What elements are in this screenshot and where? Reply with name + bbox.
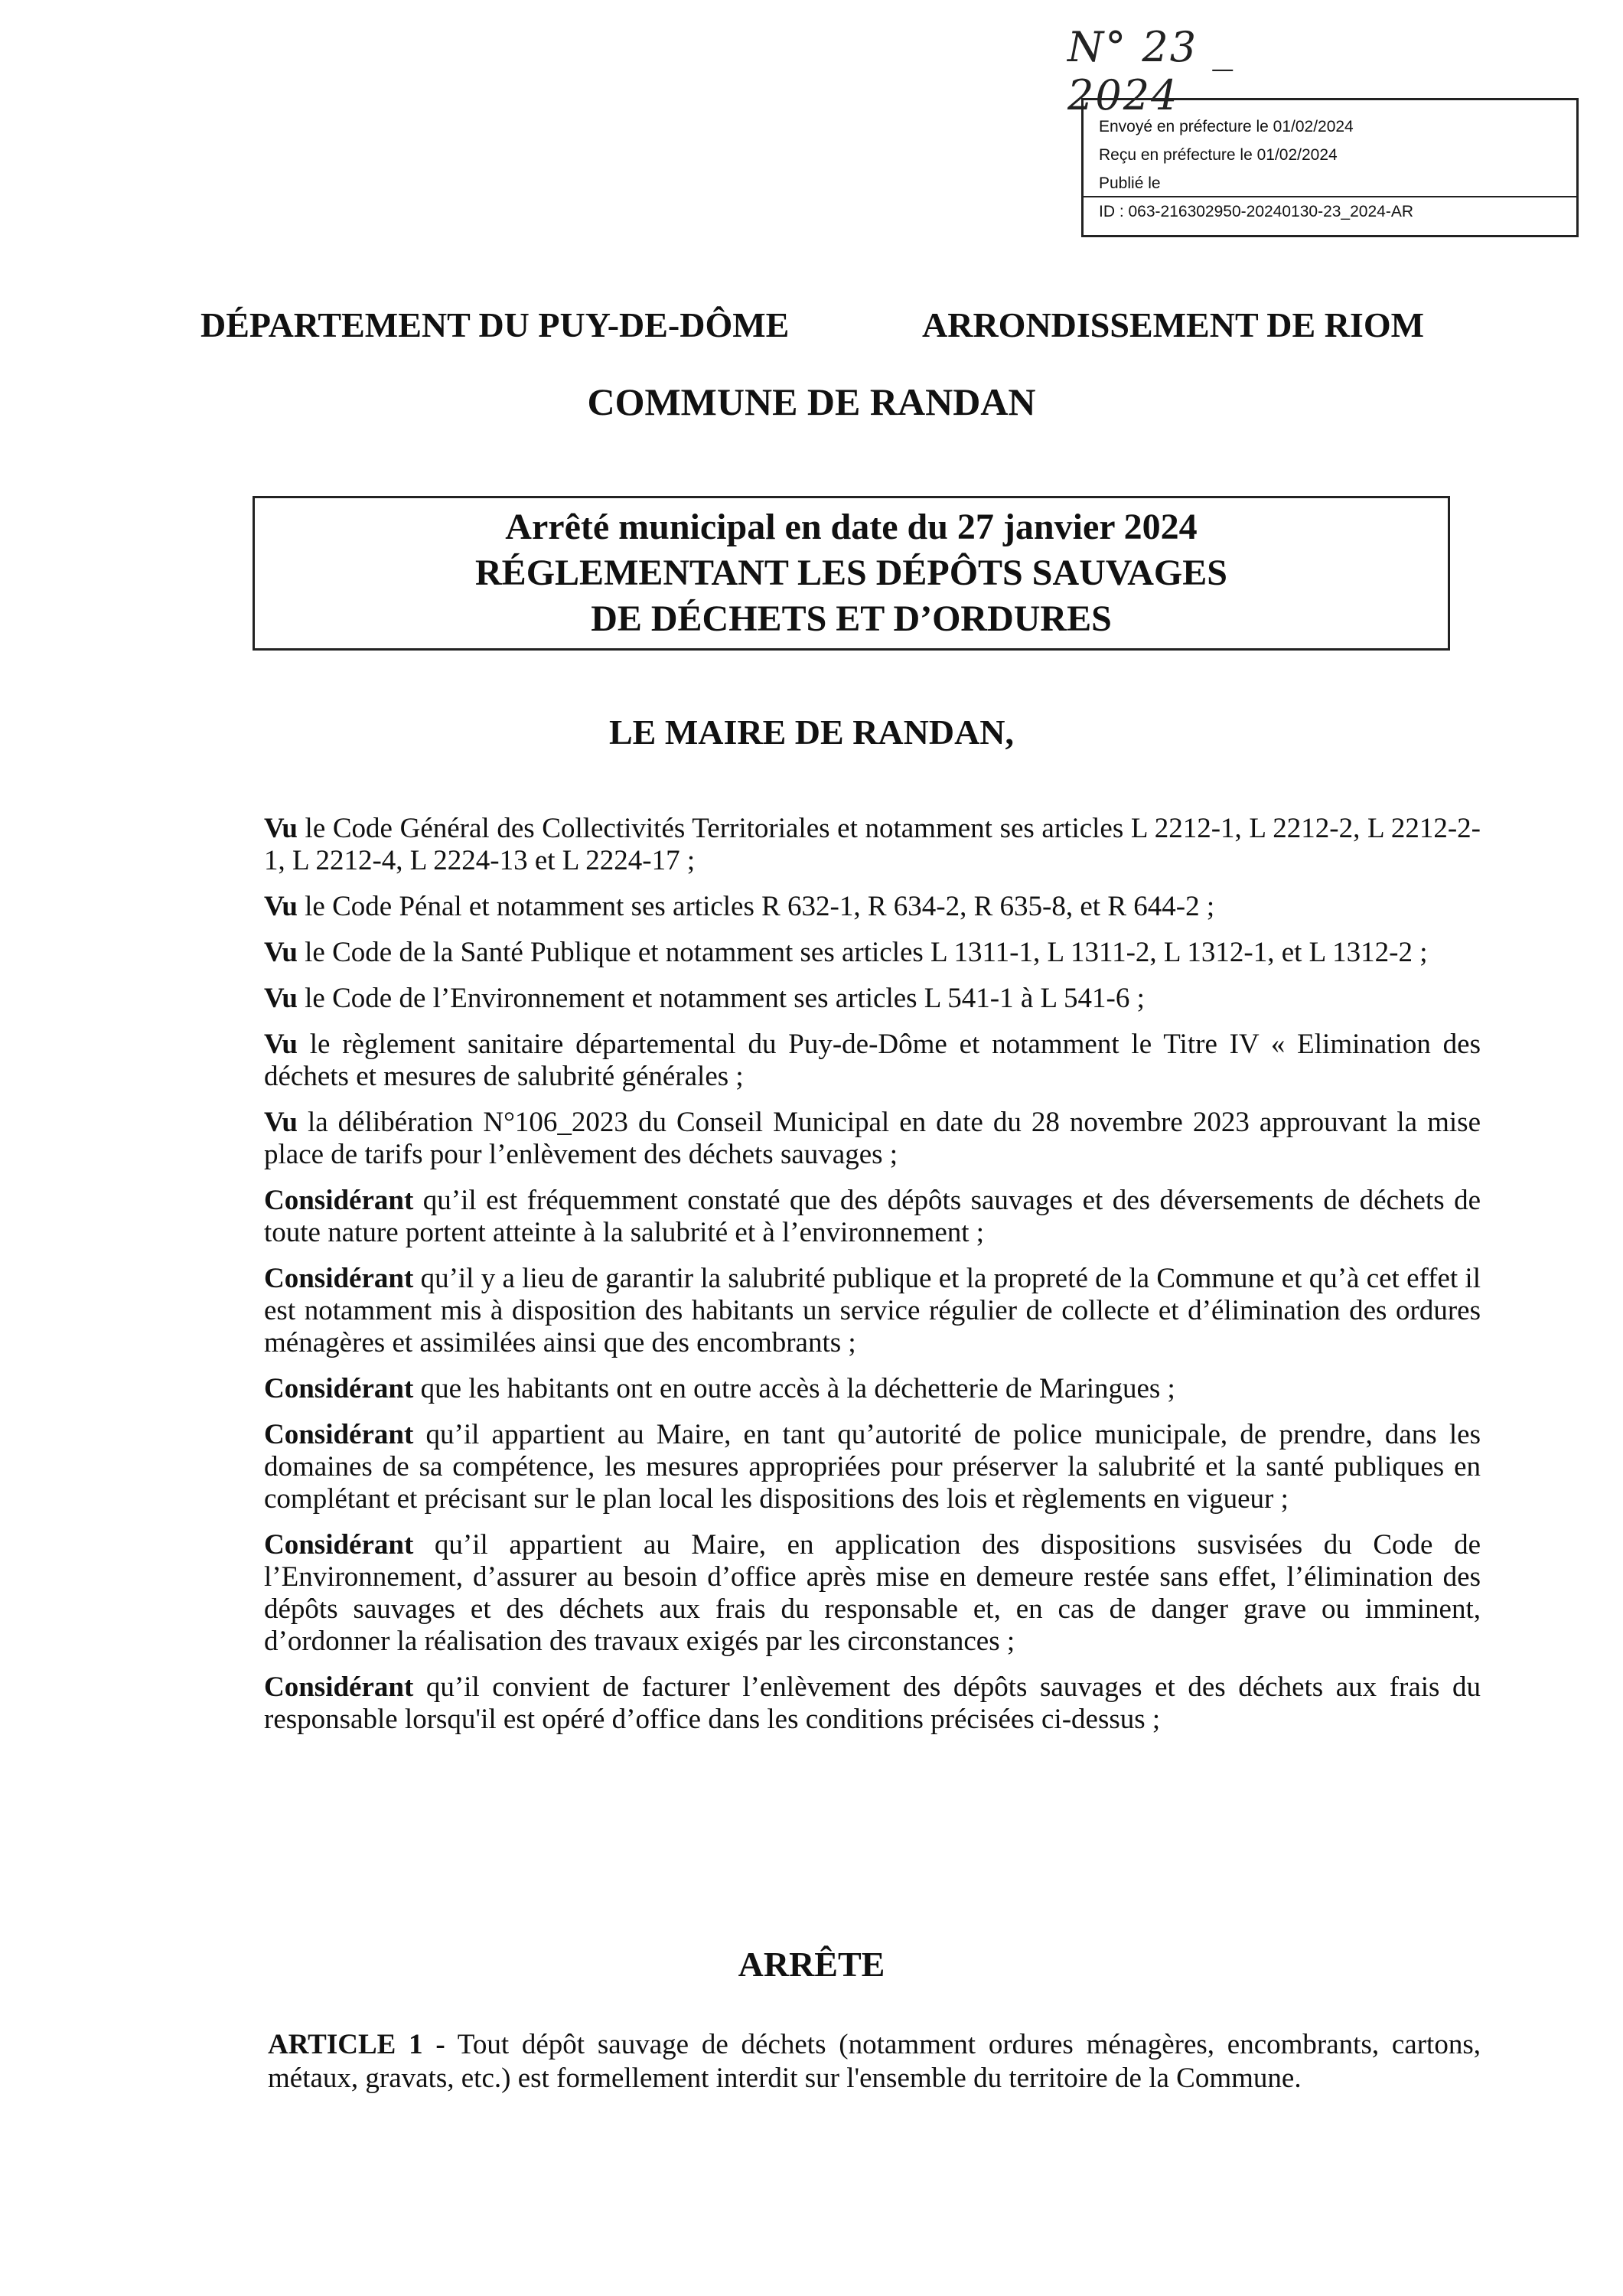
article-1-text: Tout dépôt sauvage de déchets (notamment ordures ménagères, encombrants, cartons, métaux, gravats, etc.) est formellement interdit sur l'ensemble du territoire de la Commune.: [268, 2029, 1481, 2094]
stamp-received-line: Reçu en préfecture le 01/02/2024: [1099, 146, 1338, 164]
preamble-paragraph: Considérant qu’il appartient au Maire, en application des dispositions susvisées du Code de l’Environnement, d’assurer au besoin d’office après mise en demeure restée sans effet, l’élimination des dépôts sauvages et des déchets aux frais du responsable et, en cas de danger grave ou imminent, d’ordonner la réalisation des travaux exigés par les circonstances ;: [264, 1529, 1481, 1657]
prefecture-stamp: [1081, 98, 1579, 237]
decree-title-line-2: RÉGLEMENTANT LES DÉPÔTS SAUVAGES: [475, 553, 1227, 593]
stamp-sent-line: Envoyé en préfecture le 01/02/2024: [1099, 118, 1354, 135]
preamble-paragraph: Considérant que les habitants ont en outre accès à la déchetterie de Maringues ;: [264, 1373, 1175, 1404]
preamble-paragraph: Considérant qu’il y a lieu de garantir la salubrité publique et la propreté de la Commune et qu’à cet effet il est notamment mis à disposition des habitants un service régulier de collecte et d’élimination des ordures ménagères et assimilées ainsi que des encombrants ;: [264, 1263, 1481, 1358]
article-1: [268, 2028, 1481, 2095]
preamble-paragraph: Vu le Code Pénal et notamment ses articles R 632-1, R 634-2, R 635-8, et R 644-2 ;: [264, 891, 1215, 922]
preamble-paragraph: Considérant qu’il appartient au Maire, en tant qu’autorité de police municipale, de prendre, dans les domaines de sa compétence, les mesures appropriées pour préserver la salubrité et la santé publiques en complétant et précisant sur le plan local les dispositions des lois et règlements en vigueur ;: [264, 1419, 1481, 1515]
arrondissement-heading: ARRONDISSEMENT DE RIOM: [922, 305, 1425, 344]
preamble: [264, 813, 1481, 1750]
preamble-paragraph: Vu le Code de la Santé Publique et notamment ses articles L 1311-1, L 1311-2, L 1312-1, et L 1312-2 ;: [264, 937, 1428, 968]
preamble-paragraph: Vu le Code de l’Environnement et notamment ses articles L 541-1 à L 541-6 ;: [264, 983, 1145, 1014]
decree-title-line-1: Arrêté municipal en date du 27 janvier 2024: [505, 507, 1198, 547]
decree-title-box: [253, 496, 1450, 651]
decree-title-line-3: DE DÉCHETS ET D’ORDURES: [591, 598, 1112, 639]
commune-heading: COMMUNE DE RANDAN: [587, 380, 1036, 423]
stamp-published-line: Publié le: [1099, 174, 1161, 192]
preamble-paragraph: Vu la délibération N°106_2023 du Conseil Municipal en date du 28 novembre 2023 approuvant la mise place de tarifs pour l’enlèvement des déchets sauvages ;: [264, 1107, 1481, 1170]
preamble-paragraph: Considérant qu’il convient de facturer l’enlèvement des dépôts sauvages et des déchets aux frais du responsable lorsqu'il est opéré d’office dans les conditions précisées ci-dessus ;: [264, 1671, 1481, 1735]
preamble-paragraph: Vu le Code Général des Collectivités Territoriales et notamment ses articles L 2212-1, L 2212-2, L 2212-2-1, L 2212-4, L 2224-13 et L 2224-17 ;: [264, 813, 1481, 876]
handwritten-decree-number: N° 23 _ 2024: [1067, 23, 1235, 119]
arrete-heading: ARRÊTE: [738, 1945, 885, 1984]
stamp-id-line: ID : 063-216302950-20240130-23_2024-AR: [1084, 196, 1576, 226]
preamble-paragraph: Vu le règlement sanitaire départemental du Puy-de-Dôme et notamment le Titre IV « Elimination des déchets et mesures de salubrité générales ;: [264, 1029, 1481, 1092]
department-heading: DÉPARTEMENT DU PUY-DE-DÔME: [200, 305, 790, 344]
mayor-heading: LE MAIRE DE RANDAN,: [608, 713, 1015, 752]
preamble-paragraph: Considérant qu’il est fréquemment constaté que des dépôts sauvages et des déversements de déchets de toute nature portent atteinte à la salubrité et à l’environnement ;: [264, 1185, 1481, 1248]
article-1-label: ARTICLE 1 -: [268, 2029, 445, 2060]
